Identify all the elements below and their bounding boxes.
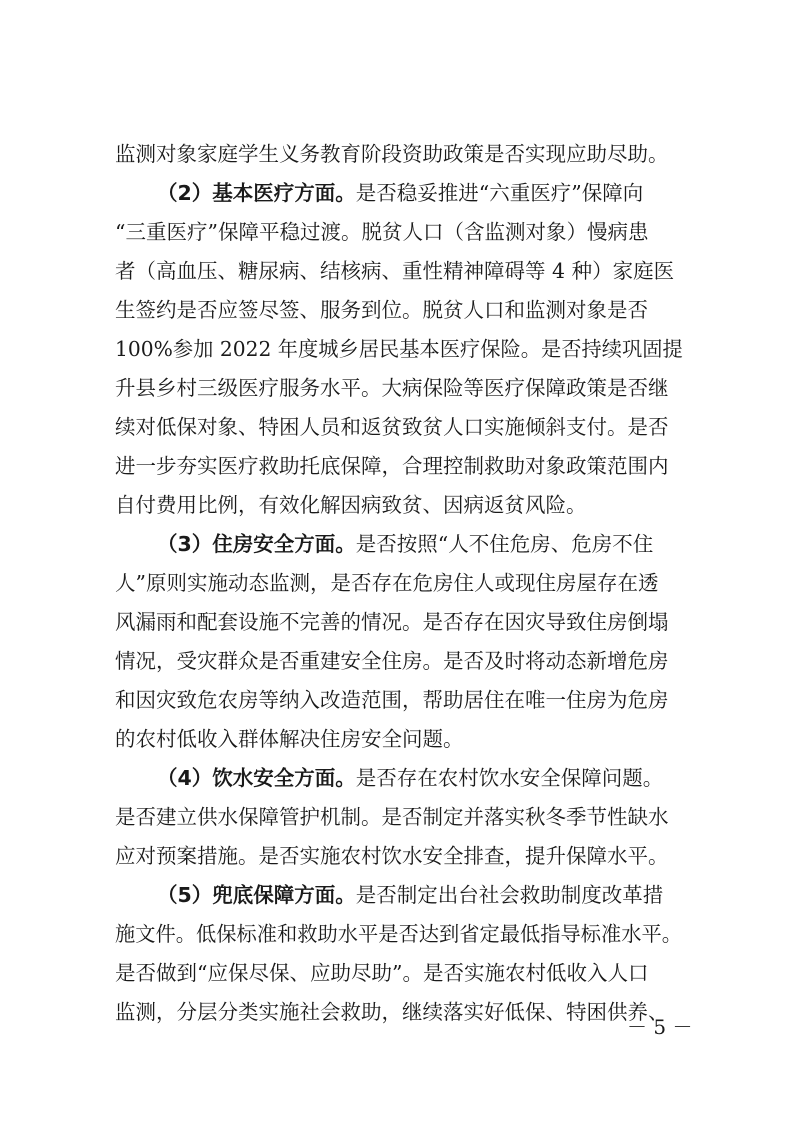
body-line: 者（高血压、糖尿病、结核病、重性精神障碍等 4 种）家庭医 (115, 259, 675, 283)
body-line: 是否建立供水保障管护机制。是否制定并落实秋冬季节性缺水 (115, 805, 669, 829)
paragraph-first-line (157, 173, 687, 213)
body-text: 是否制定出台社会救助制度改革措 (355, 883, 664, 907)
body-line: 续对低保对象、特困人员和返贫致贫人口实施倾斜支付。是否 (115, 415, 669, 439)
body-line: 风漏雨和配套设施不完善的情况。是否存在因灾导致住房倒塌 (115, 610, 669, 634)
section-heading-housing: （3）住房安全方面。 (157, 532, 356, 556)
body-line: 应对预案措施。是否实施农村饮水安全排查，提升保障水平。 (115, 844, 669, 868)
body-line: 是否做到“应保尽保、应助尽助”。是否实施农村低收入人口 (115, 961, 649, 985)
section-heading-water: （4）饮水安全方面。 (157, 766, 356, 790)
body-line: 100%参加 2022 年度城乡居民基本医疗保险。是否持续巩固提 (115, 337, 683, 361)
paragraph-first-line (157, 524, 687, 564)
paragraph-first-line (157, 875, 687, 915)
body-line: 自付费用比例，有效化解因病致贫、因病返贫风险。 (115, 493, 587, 517)
page-number: － 5 － (627, 1015, 693, 1039)
body-text: 是否稳妥推进“六重医疗”保障向 (355, 181, 644, 205)
body-line: “三重医疗”保障平稳过渡。脱贫人口（含监测对象）慢病患 (115, 220, 649, 244)
body-line: 情况，受灾群众是否重建安全住房。是否及时将动态新增危房 (115, 649, 669, 673)
body-line: 施文件。低保标准和救助水平是否达到省定最低指导标准水平。 (115, 922, 683, 946)
body-line: 监测，分层分类实施社会救助，继续落实好低保、特困供养、 (115, 1000, 669, 1024)
body-line: 进一步夯实医疗救助托底保障，合理控制救助对象政策范围内 (115, 454, 669, 478)
body-text: 是否存在农村饮水安全保障问题。 (355, 766, 664, 790)
body-line: 和因灾致危农房等纳入改造范围，帮助居住在唯一住房为危房 (115, 688, 669, 712)
body-line: 升县乡村三级医疗服务水平。大病保险等医疗保障政策是否继 (115, 376, 669, 400)
section-heading-medical: （2）基本医疗方面。 (157, 181, 356, 205)
body-line: 的农村低收入群体解决住房安全问题。 (115, 727, 464, 751)
body-line: 人”原则实施动态监测，是否存在危房住人或现住房屋存在透 (115, 571, 659, 595)
section-heading-welfare: （5）兜底保障方面。 (157, 883, 356, 907)
body-line: 监测对象家庭学生义务教育阶段资助政策是否实现应助尽助。 (115, 142, 669, 166)
paragraph-first-line (157, 758, 687, 798)
body-text: 是否按照“人不住危房、危房不住 (355, 532, 654, 556)
body-line: 生签约是否应签尽签、服务到位。脱贫人口和监测对象是否 (115, 298, 648, 322)
